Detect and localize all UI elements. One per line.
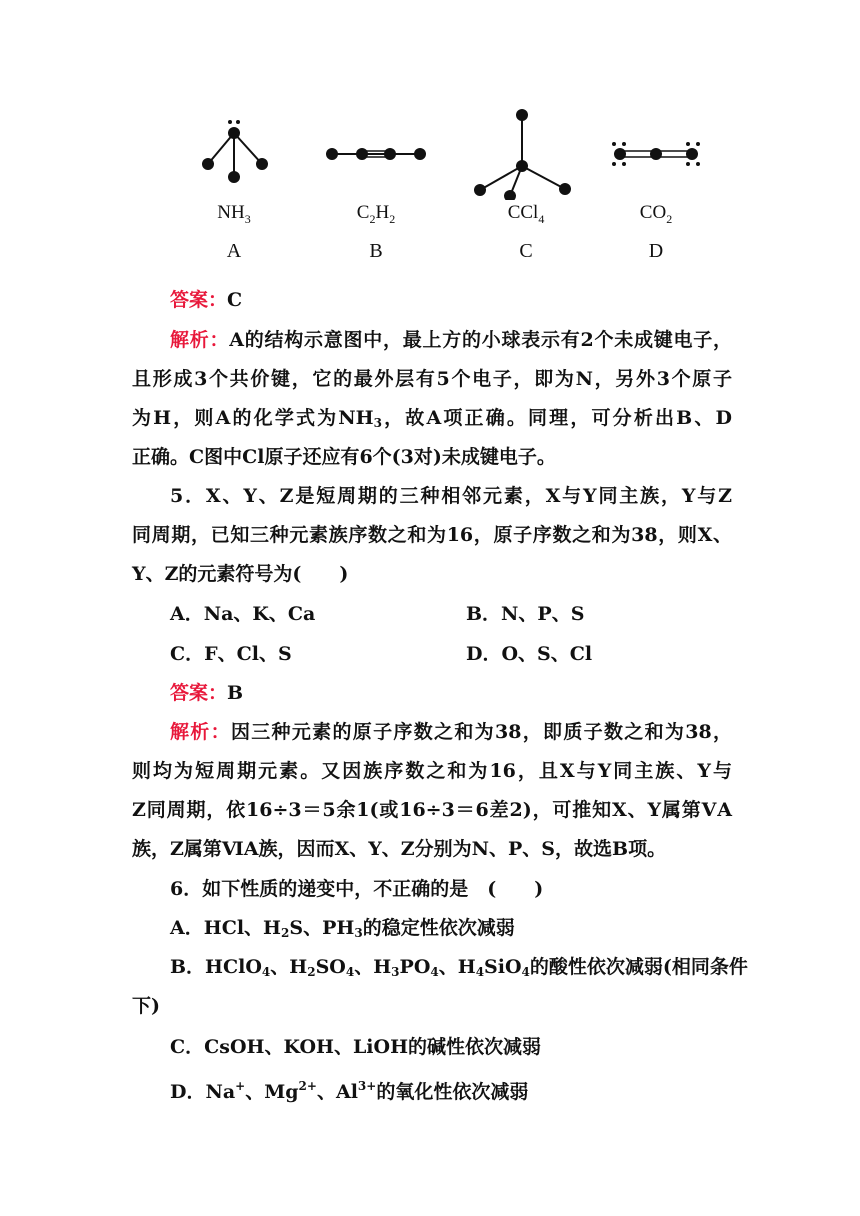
molecule-b [320,100,460,270]
q6-option-d: D．Na+、$Mg^{2+}$、$Al^{3+}$的氧化性依次减弱 [170,1079,529,1103]
q6-stem: 6．如下性质的递变中，不正确的是 ( ) [170,878,544,900]
q6-option-b-line-1: B．HClO$_4$、$H_2SO_4$、$H_3PO_4$、$H_4SiO_4$的酸性依次减弱(相同条件 [170,956,748,979]
formula-a: $NH_3$ [217,202,251,226]
answer-label: 答案： [170,682,228,704]
q5-analysis-line-2: 则均为短周期元素。又因族序数之和为16，且X与Y同主族、Y与 [132,760,732,782]
molecule-a [180,100,320,270]
ccl4-structure-diagram [465,100,605,200]
q5-analysis-line-3: Z同周期，依16÷3＝5余1(或16÷3＝6差2)，可推知X、Y属第ⅤA [132,799,732,821]
q5-stem-line-1: 5．X、Y、Z是短周期的三种相邻元素，X与Y同主族，Y与Z [170,485,732,507]
q4-analysis-line-2: 且形成3个共价键，它的最外层有5个电子，即为N，另外3个原子 [132,368,732,390]
nh3-structure-diagram [180,100,320,200]
q5-stem-line-3: Y、Z的元素符号为( ) [132,563,349,585]
molecule-figure [180,100,740,270]
q5-option-c: C．F、Cl、S [170,643,292,665]
answer-value: C [227,289,243,311]
formula-d: $CO_2$ [639,202,673,226]
q5-option-a: A．Na、K、Ca [170,603,316,625]
q6-option-a: A．HCl、$H_2S$、$PH_3$的稳定性依次减弱 [170,917,515,940]
q4-answer [170,286,732,314]
label-b: B [369,240,383,262]
q5-option-d: D．O、S、Cl [466,643,593,665]
q4-analysis-line-3: 为H，则A的化学式为$NH_3$，故A项正确。同理，可分析出B、D [132,407,732,430]
q5-option-b: B．N、P、S [466,603,585,625]
label-a: A [226,240,242,262]
q4-analysis-line-1: 解析：A的结构示意图中，最上方的小球表示有2个未成键电子， [170,329,732,351]
formula-b: $C_2H_2$ [356,202,396,226]
analysis-label: 解析： [170,721,231,743]
q5-stem-line-2: 同周期，已知三种元素族序数之和为16，原子序数之和为38，则X、 [132,524,732,546]
q5-analysis-line-1: 解析：因三种元素的原子序数之和为38，即质子数之和为38， [170,721,732,743]
q4-analysis-line-4: 正确。C图中Cl原子还应有6个(3对)未成键电子。 [132,446,556,468]
formula-c: CCl$_4$ [507,202,545,226]
label-d: D [648,240,664,262]
q6-option-b-line-2: 下) [132,995,160,1017]
q6-option-c: C．CsOH、KOH、LiOH的碱性依次减弱 [170,1036,542,1058]
q5-analysis-line-4: 族，Z属第ⅥA族，因而X、Y、Z分别为N、P、S，故选B项。 [132,838,667,860]
q5-answer [170,679,732,707]
label-c: C [519,240,533,262]
answer-value: B [227,682,244,704]
molecule-c [465,100,605,270]
analysis-label: 解析： [170,329,230,351]
molecule-d [606,100,746,270]
c2h2-structure-diagram [320,100,460,200]
co2-structure-diagram [606,100,746,200]
answer-label: 答案： [170,289,228,311]
